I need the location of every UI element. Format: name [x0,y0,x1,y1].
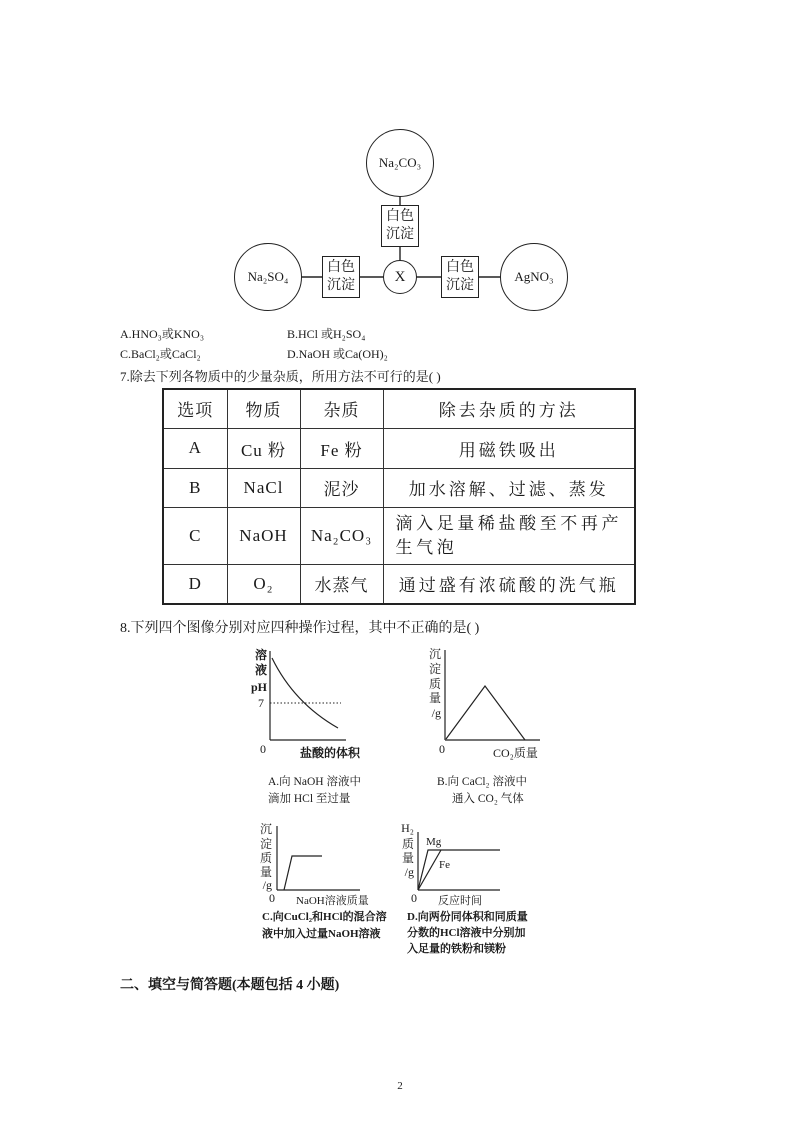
graph-b-caption-line: 通入 CO₂ 气体 [452,793,524,805]
graph-a-origin-label: 0 [260,742,266,756]
graph-c-caption-line: C.向CuCl₂和HCl的混合溶 [262,911,387,923]
diagram-link-label: 白色沉淀 [327,260,355,293]
question-7-stem: 7.除去下列各物质中的少量杂质，所用方法不可行的是( ) [120,369,441,384]
header-impurity: 杂质 [300,389,383,428]
header-method: 除去杂质的方法 [383,389,635,428]
page-number: 2 [397,1080,403,1092]
option-a: A.HNO₃或KNO₃ [120,327,205,341]
table-header-row [163,389,635,428]
graph-b-x-label: CO₂质量 [493,746,538,760]
diagram-link-box-top [381,205,419,247]
cell-option: D [163,564,227,604]
impurity-removal-table [162,388,636,605]
graph-d-y-label-line: H₂ [401,821,414,835]
cell-method: 用磁铁吸出 [383,428,635,468]
graph-c-x-label: NaOH溶液质量 [296,895,369,907]
graph-c [260,822,387,940]
graph-a-y-label-line: pH [250,680,267,694]
cell-method: 加水溶解、过滤、蒸发 [383,468,635,507]
table-row [163,428,635,468]
header-substance: 物质 [227,389,300,428]
cell-substance: O₂ [227,564,300,604]
cell-substance: NaOH [227,507,300,564]
cell-method: 通过盛有浓硫酸的洗气瓶 [383,564,635,604]
question-8-stem: 8.下列四个图像分别对应四种操作过程，其中不正确的是( ) [120,621,480,636]
graph-b-y-label-line: 沉 [428,647,441,661]
graph-a-y-label-line: 液 [254,663,267,677]
graph-d-y-label-line: 质 [401,837,414,851]
graph-d [401,821,528,955]
graph-b-precipitate-line [446,686,525,740]
diagram-link-box-right [441,256,479,298]
graph-c-y-label-line: 淀 [259,837,272,851]
graph-a [251,647,361,805]
table-row [163,468,635,507]
graph-d-series-label-fe: Fe [439,859,450,871]
cell-option: A [163,428,227,468]
graph-a-y-label-line: 溶 [254,648,267,662]
graph-b-y-label-line: /g [431,706,441,720]
graph-d-x-label: 反应时间 [438,895,482,907]
graph-d-caption-line: 入足量的铁粉和镁粉 [407,943,506,955]
graph-c-y-label-line: 量 [259,865,272,879]
diagram-link-label: 白色沉淀 [446,260,474,293]
diagram-node-right: AgNO₃ [500,243,568,311]
graph-b-y-label-line: 量 [428,691,441,705]
graph-b-origin-label: 0 [439,742,445,756]
graph-d-fe-line [418,850,441,890]
cell-impurity: Na₂CO₃ [300,507,383,564]
option-c: C.BaCl₂或CaCl₂ [120,347,201,361]
graph-c-y-label-line: 沉 [259,822,272,836]
graph-d-mg-line [418,850,500,890]
diagram-link-label: 白色沉淀 [386,209,414,242]
section-2-heading: 二、填空与简答题(本题包括 4 小题) [120,978,340,993]
diagram-node-left: Na₂SO₄ [234,243,302,311]
graph-a-caption-line: 滴加 HCl 至过量 [268,793,351,805]
graph-c-origin-label: 0 [269,891,275,905]
cell-substance: NaCl [227,468,300,507]
header-option: 选项 [163,389,227,428]
graph-c-y-label-line: /g [262,878,272,892]
graph-b-y-label-line: 淀 [428,662,441,676]
cell-impurity: Fe 粉 [300,428,383,468]
graph-a-y-tick-label: 7 [258,696,264,710]
cell-substance: Cu 粉 [227,428,300,468]
diagram-node-top: Na₂CO₃ [366,129,434,197]
table-row [163,507,635,564]
graph-a-ph-curve [272,658,338,728]
cell-impurity: 水蒸气 [300,564,383,604]
graph-b [429,647,540,805]
cell-option: C [163,507,227,564]
graph-a-x-label: 盐酸的体积 [300,746,361,760]
diagram-node-center: X [383,260,417,294]
cell-impurity: 泥沙 [300,468,383,507]
graph-a-caption-line: A.向 NaOH 溶液中 [268,776,361,788]
graph-c-caption-line: 液中加入过量NaOH溶液 [262,928,381,940]
diagram-link-box-left [322,256,360,298]
option-d: D.NaOH 或Ca(OH)₂ [287,347,388,361]
cell-option: B [163,468,227,507]
table-row [163,564,635,604]
graph-b-y-label-line: 质 [428,677,441,691]
cell-method: 滴入足量稀盐酸至不再产生气泡 [383,507,635,564]
graph-d-caption-line: D.向两份同体积和同质量 [407,911,528,923]
graph-b-caption-line: B.向 CaCl₂ 溶液中 [437,776,527,788]
option-b: B.HCl 或H₂SO₄ [287,327,366,341]
graph-d-origin-label: 0 [411,891,417,905]
graph-d-y-label-line: 量 [401,851,414,865]
graph-c-y-label-line: 质 [259,851,272,865]
graph-c-precipitate-line [284,856,322,890]
graph-d-caption-line: 分数的HCl溶液中分别加 [407,927,526,939]
graph-d-series-label-mg: Mg [426,836,442,848]
graph-d-y-label-line: /g [404,865,414,879]
